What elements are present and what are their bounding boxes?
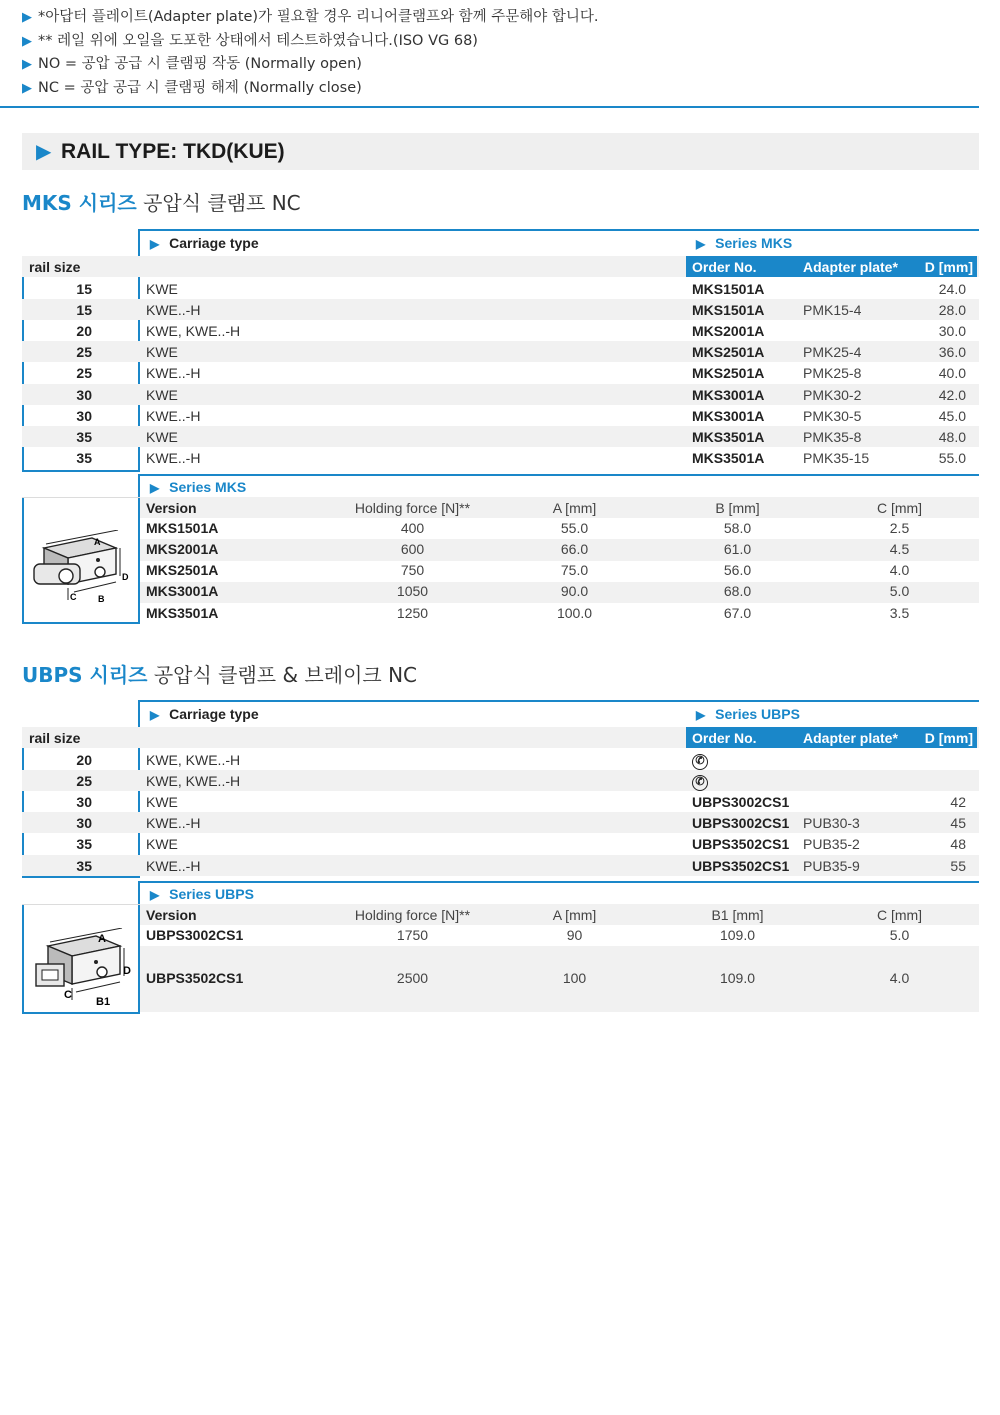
svg-text:A: A	[98, 933, 106, 945]
table-side-line	[22, 904, 24, 1014]
spec-cell: 1050	[396, 583, 429, 600]
rail-size-cell: 25	[76, 365, 92, 382]
triangle-bullet-icon: ▶	[696, 708, 706, 722]
spec-cell: 400	[400, 519, 425, 536]
rail-size-cell: 25	[76, 772, 92, 789]
spec-header-cell: Version	[146, 500, 197, 516]
note-4: ▶ NC = 공압 공급 시 클램핑 해제 (Normally close)	[22, 79, 362, 96]
d-mm-cell: 24.0	[938, 280, 966, 297]
spec-row	[140, 561, 979, 582]
d-mm-cell: 36.0	[938, 344, 966, 361]
rail-size-cell: 35	[76, 836, 92, 853]
carriage-type-cell: KWE	[146, 793, 178, 810]
rail-size-cell: 30	[76, 407, 92, 424]
spec-header-cell: Holding force [N]**	[354, 907, 471, 923]
table-row	[22, 791, 979, 812]
spec-series-header: ▶ Series MKS	[150, 479, 247, 495]
triangle-bullet-icon: ▶	[22, 33, 32, 49]
spec-cell: 4.5	[889, 540, 910, 557]
adapter-plate-cell: PMK15-4	[803, 301, 862, 318]
rail-size-cell: 20	[76, 322, 92, 339]
rail-size-cell: 20	[76, 751, 92, 768]
d-mm-cell: 28.0	[938, 301, 966, 318]
spec-cell: 1250	[396, 604, 429, 621]
order-header-bar: Order No. Adapter plate* D [mm]	[686, 727, 977, 748]
rail-size-cell: 35	[76, 428, 92, 445]
adapter-plate-cell: PMK30-5	[803, 407, 862, 424]
table-top-line	[138, 229, 979, 231]
table-row	[22, 341, 979, 362]
carriage-type-cell: KWE..-H	[146, 815, 201, 832]
adapter-plate-cell: PMK30-2	[803, 386, 862, 403]
spec-cell: 2.5	[889, 519, 910, 536]
spec-cell: UBPS3502CS1	[146, 970, 244, 987]
table-row	[22, 855, 979, 876]
spec-cell: MKS3501A	[146, 604, 219, 621]
spec-cell: 55.0	[560, 519, 589, 536]
spec-cell: 1750	[396, 926, 429, 943]
phone-icon: ✆	[692, 754, 708, 770]
triangle-bullet-icon: ▶	[150, 708, 160, 722]
d-mm-cell: 48.0	[938, 428, 966, 445]
d-mm-cell: 40.0	[938, 365, 966, 382]
triangle-bullet-icon: ▶	[150, 888, 160, 902]
spec-cell: 4.0	[889, 562, 910, 579]
spec-cell: 4.0	[889, 970, 910, 987]
d-mm-cell: 55	[950, 857, 966, 874]
table-top-line	[138, 881, 979, 883]
carriage-type-header: ▶ Carriage type	[150, 235, 259, 251]
spec-cell: 90	[566, 926, 583, 943]
svg-text:A: A	[94, 537, 101, 547]
phone-icon	[692, 751, 708, 770]
order-no-cell: MKS3501A	[692, 428, 765, 445]
order-no-cell: UBPS3502CS1	[692, 857, 790, 874]
table-row	[22, 426, 979, 447]
notes	[22, 6, 599, 100]
table-bottom-line	[22, 876, 140, 878]
table-row	[22, 362, 979, 383]
rail-size-cell: 35	[76, 857, 92, 874]
order-no-cell: MKS2501A	[692, 365, 765, 382]
spec-header-row	[140, 904, 979, 925]
d-mm-cell: 42.0	[938, 386, 966, 403]
carriage-type-cell: KWE, KWE..-H	[146, 772, 241, 789]
order-no-cell: MKS3001A	[692, 386, 765, 403]
carriage-type-cell: KWE..-H	[146, 450, 201, 467]
table-row	[22, 447, 979, 468]
spec-row	[140, 582, 979, 603]
series-header: ▶ Series UBPS	[696, 706, 800, 722]
spec-header-cell: C [mm]	[876, 500, 923, 516]
d-mm-cell: 42	[950, 793, 966, 810]
rail-size-cell: 25	[76, 344, 92, 361]
spec-cell: 75.0	[560, 562, 589, 579]
note-1: ▶ *아답터 플레이트(Adapter plate)가 필요할 경우 리니어클램프와 함께 주문해야 합니다.	[22, 9, 599, 25]
table-bottom-line	[22, 470, 140, 472]
spec-header-cell: Version	[146, 907, 197, 923]
spec-row	[140, 539, 979, 560]
order-no-cell: MKS2501A	[692, 344, 765, 361]
carriage-type-cell: KWE..-H	[146, 407, 201, 424]
adapter-plate-cell: PUB35-9	[803, 857, 860, 874]
order-no-cell: MKS3501A	[692, 450, 765, 467]
table-row	[22, 833, 979, 854]
phone-icon: ✆	[692, 775, 708, 791]
adapter-plate-cell: PUB30-3	[803, 815, 860, 832]
spec-cell: 600	[400, 540, 425, 557]
carriage-type-cell: KWE	[146, 386, 178, 403]
carriage-type-cell: KWE	[146, 836, 178, 853]
spec-cell: 66.0	[560, 540, 589, 557]
note-3: ▶ NO = 공압 공급 시 클램핑 작동 (Normally open)	[22, 56, 362, 72]
svg-text:B1: B1	[96, 996, 111, 1008]
spec-header-cell: B [mm]	[715, 500, 760, 516]
carriage-type-cell: KWE	[146, 280, 178, 297]
svg-text:B: B	[98, 594, 105, 604]
d-mm-cell: 45.0	[938, 407, 966, 424]
order-no-cell: UBPS3002CS1	[692, 793, 790, 810]
order-no-cell: UBPS3502CS1	[692, 836, 790, 853]
spec-cell: UBPS3002CS1	[146, 926, 244, 943]
carriage-type-cell: KWE..-H	[146, 301, 201, 318]
spec-series-header: ▶ Series UBPS	[150, 886, 254, 902]
adapter-plate-cell: PMK25-8	[803, 365, 862, 382]
table-row	[22, 320, 979, 341]
svg-text:D: D	[122, 572, 129, 582]
order-no-cell: MKS1501A	[692, 301, 765, 318]
mks-section-title: MKS 시리즈 공압식 클램프 NC	[22, 191, 301, 215]
spec-row	[140, 946, 979, 1012]
table-row	[22, 405, 979, 426]
triangle-bullet-icon: ▶	[150, 237, 160, 251]
carriage-type-cell: KWE, KWE..-H	[146, 751, 241, 768]
spec-cell: 58.0	[723, 519, 752, 536]
table-row	[22, 278, 979, 299]
rail-type-banner	[22, 133, 979, 170]
table-row	[22, 770, 979, 791]
spec-cell: 750	[400, 562, 425, 579]
spec-header-row	[140, 497, 979, 518]
d-mm-cell: 30.0	[938, 322, 966, 339]
carriage-type-cell: KWE	[146, 344, 178, 361]
d-mm-cell: 45	[950, 815, 966, 832]
table-side-line	[22, 497, 24, 624]
d-mm-cell: 48	[950, 836, 966, 853]
adapter-plate-cell: PMK35-8	[803, 428, 862, 445]
ubps-clamp-diagram-icon	[30, 928, 134, 1008]
triangle-bullet-icon: ▶	[696, 237, 706, 251]
adapter-plate-cell: PMK25-4	[803, 344, 862, 361]
table-bottom-line	[22, 622, 140, 624]
spec-row	[140, 603, 979, 624]
ubps-section-title: UBPS 시리즈 공압식 클램프 & 브레이크 NC	[22, 663, 417, 687]
carriage-type-header: ▶ Carriage type	[150, 706, 259, 722]
spec-header-cell: A [mm]	[552, 500, 597, 516]
svg-text:C: C	[70, 592, 77, 602]
table-row	[22, 299, 979, 320]
spec-cell: 2500	[396, 970, 429, 987]
spec-cell: 3.5	[889, 604, 910, 621]
spec-cell: MKS2501A	[146, 562, 219, 579]
phone-icon	[692, 772, 708, 791]
table-top-line	[22, 904, 140, 905]
triangle-bullet-icon: ▶	[22, 80, 32, 96]
spec-cell: 109.0	[719, 970, 756, 987]
carriage-type-cell: KWE..-H	[146, 365, 201, 382]
spec-cell: 56.0	[723, 562, 752, 579]
rail-size-header: rail size	[29, 259, 81, 275]
spec-cell: 90.0	[560, 583, 589, 600]
spec-cell: MKS2001A	[146, 540, 219, 557]
table-top-line	[138, 474, 979, 476]
adapter-plate-cell: PMK35-15	[803, 450, 870, 467]
order-no-cell: MKS1501A	[692, 280, 765, 297]
spec-cell: 5.0	[889, 926, 910, 943]
spec-cell: 100	[562, 970, 587, 987]
spec-cell: 61.0	[723, 540, 752, 557]
table-row	[22, 384, 979, 405]
top-divider	[0, 106, 979, 108]
spec-cell: MKS3001A	[146, 583, 219, 600]
spec-cell: 100.0	[556, 604, 593, 621]
spec-header-cell: C [mm]	[876, 907, 923, 923]
triangle-bullet-icon: ▶	[22, 57, 32, 72]
spec-header-cell: A [mm]	[552, 907, 597, 923]
rail-size-header: rail size	[29, 730, 81, 746]
order-header-bar: Order No. Adapter plate* D [mm]	[686, 256, 977, 277]
rail-size-cell: 35	[76, 450, 92, 467]
spec-cell: MKS1501A	[146, 519, 219, 536]
triangle-bullet-icon: ▶	[36, 139, 52, 163]
order-no-cell: UBPS3002CS1	[692, 815, 790, 832]
rail-size-cell: 30	[76, 815, 92, 832]
rail-size-cell: 15	[76, 280, 92, 297]
svg-text:D: D	[123, 965, 131, 977]
svg-text:C: C	[64, 989, 72, 1001]
table-top-line	[138, 700, 979, 702]
triangle-bullet-icon: ▶	[22, 10, 32, 25]
spec-cell: 109.0	[719, 926, 756, 943]
spec-cell: 67.0	[723, 604, 752, 621]
table-bottom-line	[22, 1012, 140, 1014]
d-mm-cell: 55.0	[938, 450, 966, 467]
table-top-line	[22, 497, 140, 498]
carriage-type-cell: KWE..-H	[146, 857, 201, 874]
carriage-type-cell: KWE	[146, 428, 178, 445]
mks-clamp-diagram-icon	[30, 530, 134, 608]
rail-size-cell: 15	[76, 301, 92, 318]
spec-row	[140, 518, 979, 539]
spec-header-cell: B1 [mm]	[711, 907, 764, 923]
rail-size-cell: 30	[76, 386, 92, 403]
spec-header-cell: Holding force [N]**	[354, 500, 471, 516]
banner-title: RAIL TYPE: TKD(KUE)	[61, 140, 285, 163]
spec-row	[140, 925, 979, 946]
table-row	[22, 812, 979, 833]
carriage-type-cell: KWE, KWE..-H	[146, 322, 241, 339]
order-no-cell: MKS3001A	[692, 407, 765, 424]
spec-cell: 5.0	[889, 583, 910, 600]
series-header: ▶ Series MKS	[696, 235, 793, 251]
triangle-bullet-icon: ▶	[150, 481, 160, 495]
adapter-plate-cell: PUB35-2	[803, 836, 860, 853]
table-row	[22, 749, 979, 770]
note-2: ▶ ** 레일 위에 오일을 도포한 상태에서 테스트하였습니다.(ISO VG 68)	[22, 32, 478, 49]
spec-cell: 68.0	[723, 583, 752, 600]
rail-size-cell: 30	[76, 793, 92, 810]
order-no-cell: MKS2001A	[692, 322, 765, 339]
